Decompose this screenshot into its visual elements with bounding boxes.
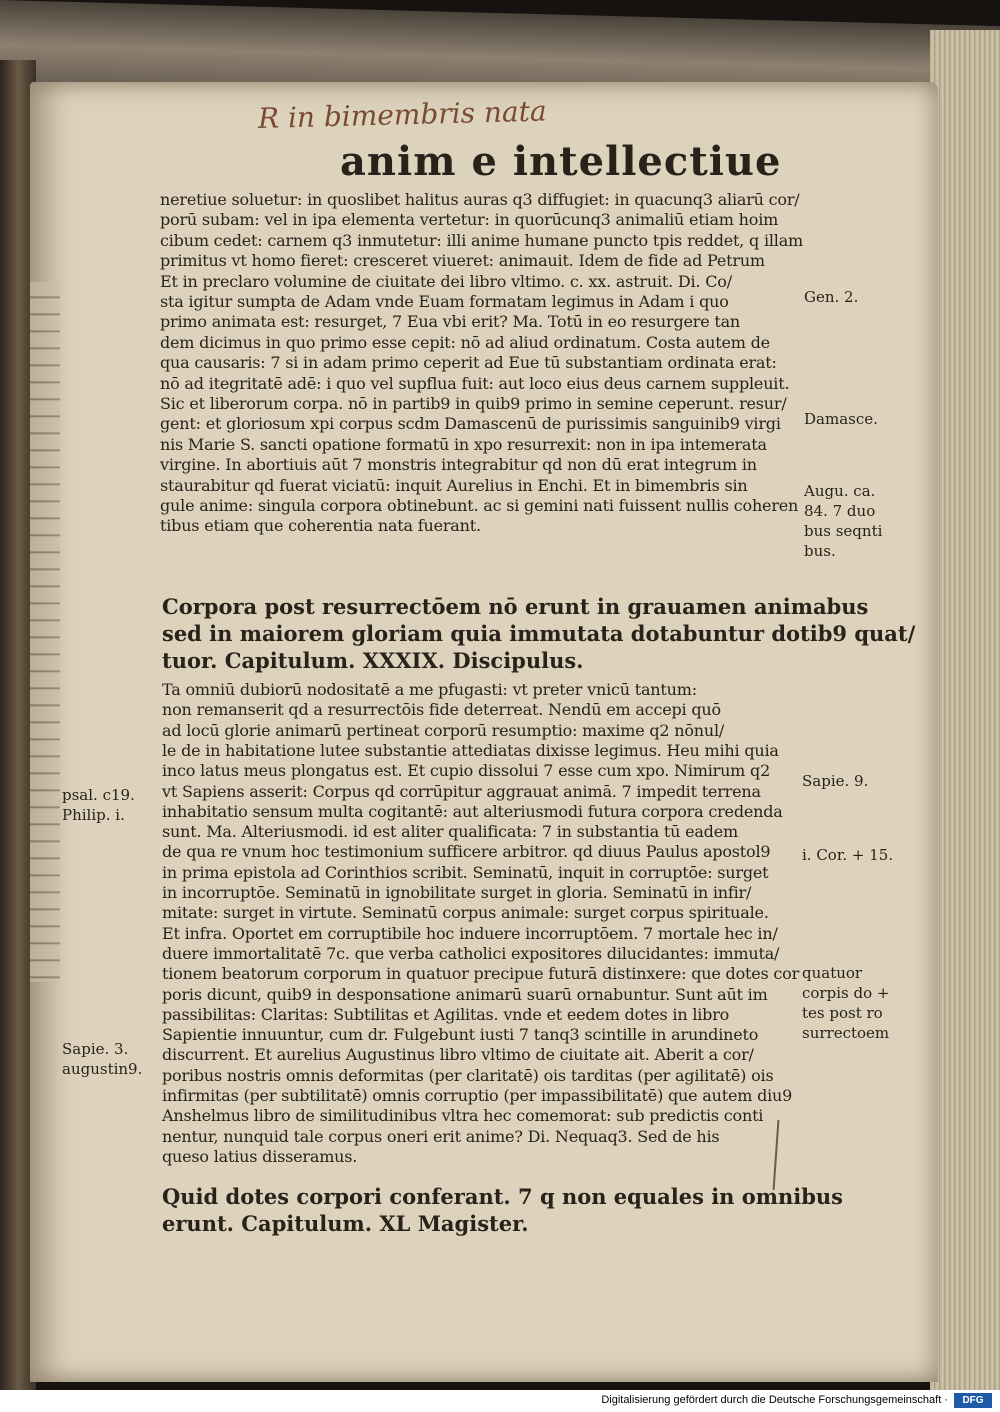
body-text-line: nis Marie S. sancti opatione formatū in xpo resurrexit: non in ipa intemerata <box>160 434 767 454</box>
body-text-line: neretiue soluetur: in quoslibet halitus auras q3 diffugiet: in quacunq3 aliarū cor/ <box>160 190 800 209</box>
running-head: anim e intellectiue <box>340 138 782 185</box>
body-text-line: virgine. In abortiuis aūt 7 monstris integrabitur qd non dū erat integrum in <box>160 455 757 475</box>
body-text-line: primo animata est: resurget, 7 Eua vbi erit? Ma. Totū in eo resurgere tan <box>160 312 741 332</box>
margin-note: tes post ro <box>802 1004 883 1022</box>
chapter-heading-line: erunt. Capitulum. XL Magister. <box>162 1211 529 1236</box>
body-text-line: sta igitur sumpta de Adam vnde Euam formatam legimus in Adam i quo <box>160 292 729 311</box>
body-text-line: passibilitas: Claritas: Subtilitas et Agilitas. vnde et eedem dotes in libro <box>162 1004 730 1024</box>
body-text-line: nō ad itegritatē adē: i quo vel supflua fuit: aut loco eius deus carnem suppleuit. <box>160 373 790 393</box>
body-text-line: in incorruptōe. Seminatū in ignobilitate surget in gloria. Seminatū in infir/ <box>162 883 752 902</box>
body-text-line: non remanserit qd a resurrectōis fide deterreat. Nendū em accepi quō <box>162 700 721 720</box>
body-text-line: primitus vt homo fieret: cresceret viueret: animauit. Idem de fide ad Petrum <box>160 251 765 271</box>
body-text-line: cibum cedet: carnem q3 inmutetur: illi anime humane puncto tpis reddet, q illam <box>160 230 804 250</box>
body-text-line: tionem beatorum corporum in quatuor precipue futurā distinxere: que dotes cor <box>162 964 800 984</box>
body-text-line: de qua re vnum hoc testimonium sufficere arbitror. qd diuus Paulus apostol9 <box>162 842 771 862</box>
chapter-heading-line: sed in maiorem gloriam quia immutata dotabuntur dotib9 quat/ <box>162 621 916 646</box>
margin-note: 84. 7 duo <box>804 502 876 520</box>
margin-note: psal. c19. <box>62 786 135 804</box>
body-text-line: dem dicimus in quo primo esse cepit: nō ad aliud ordinatum. Costa autem de <box>160 332 770 352</box>
body-text-line: inhabitatio sensum multa cogitantē: aut alteriusmodi futura corpora credenda <box>162 801 783 821</box>
chapter-heading-line: tuor. Capitulum. XXXIX. Discipulus. <box>162 648 584 673</box>
body-text-line: gent: et gloriosum xpi corpus scdm Damascenū de purissimis sanguinib9 virgi <box>160 414 781 434</box>
footer-bar <box>0 1390 1000 1412</box>
margin-note: quatuor <box>802 964 863 982</box>
body-text-line: poris dicunt, quib9 in desponsatione animarū suarū ornabuntur. Sunt aūt im <box>162 984 768 1004</box>
margin-note: bus. <box>804 542 836 560</box>
margin-note: Augu. ca. <box>804 482 876 500</box>
body-text-line: Et infra. Oportet em corruptibile hoc induere incorruptōem. 7 mortale hec in/ <box>162 923 778 943</box>
margin-note: Sapie. 3. <box>62 1040 129 1058</box>
body-text-line: sunt. Ma. Alteriusmodi. id est aliter qualificata: 7 in substantia tū eadem <box>162 822 738 842</box>
body-text-line: queso latius disseramus. <box>162 1146 358 1166</box>
body-text-line: poribus nostris omnis deformitas (per claritatē) ois tarditas (per agilitatē) ois <box>162 1065 774 1085</box>
body-text-line: tibus etiam que coherentia nata fuerant. <box>160 516 481 536</box>
margin-note: Philip. i. <box>62 806 125 824</box>
body-text-line: le de in habitatione lutee substantie attediatas dixisse legimus. Heu mihi quia <box>162 740 779 760</box>
body-text-line: Et in preclaro volumine de ciuitate dei libro vltimo. c. xx. astruit. Di. Co/ <box>160 271 732 291</box>
dfg-logo: DFG <box>954 1393 992 1408</box>
body-text-line: Anshelmus libro de similitudinibus vltra hec comemorat: sub predictis conti <box>162 1106 764 1126</box>
body-text-line: infirmitas (per subtilitatē) omnis corruptio (per impassibilitatē) que autem diu9 <box>162 1086 793 1105</box>
body-text-line: nentur, nunquid tale corpus oneri erit anime? Di. Nequaq3. Sed de his <box>162 1126 720 1146</box>
body-text-line: mitate: surget in virtute. Seminatū corpus animale: surget corpus spirituale. <box>162 903 769 923</box>
body-text-line: Ta omniū dubiorū nodositatē a me pfugasti: vt preter vnicū tantum: <box>162 680 697 699</box>
body-text-line: qua causaris: 7 si in adam primo ceperit ad Eue tū substantiam ordinata erat: <box>160 353 777 373</box>
margin-note: bus seqnti <box>804 522 883 540</box>
page-stack-edge <box>930 30 1000 1390</box>
margin-note: Damasce. <box>804 410 878 428</box>
margin-note: Gen. 2. <box>804 288 859 306</box>
margin-note: Sapie. 9. <box>802 772 869 790</box>
body-text-line: staurabitur qd fuerat viciatū: inquit Aurelius in Enchi. Et in bimembris sin <box>160 475 748 495</box>
chapter-heading-line: Quid dotes corpori conferant. 7 q non equales in omnibus <box>162 1184 844 1209</box>
body-text-line: porū subam: vel in ipa elementa vertetur: in quorūcunq3 animaliū etiam hoim <box>160 210 779 230</box>
margin-note: corpis do + <box>802 984 890 1002</box>
margin-note: augustin9. <box>62 1060 143 1078</box>
body-text-line: discurrent. Et aurelius Augustinus libro vltimo de ciuitate ait. Aberit a cor/ <box>162 1045 754 1065</box>
body-text-line: gule anime: singula corpora obtinebunt. ac si gemini nati fuissent nullis coheren <box>160 496 799 515</box>
body-text-line: Sic et liberorum corpa. nō in partib9 in quib9 primo in semine ceperunt. resur/ <box>160 394 787 413</box>
body-text-line: Sapientie innuuntur, cum dr. Fulgebunt iusti 7 tanq3 scintille in arundineto <box>162 1025 759 1045</box>
body-text-line: duere immortalitatē 7c. que verba catholici expositores dilucidantes: immuta/ <box>162 943 780 963</box>
handwritten-annotation: R in bimembris nata <box>257 94 547 136</box>
body-text-line: vt Sapiens asserit: Corpus qd corrūpitur aggrauat animā. 7 impedit terrena <box>162 781 761 801</box>
body-text-line: inco latus meus plongatus est. Et cupio dissolui 7 esse cum xpo. Nimirum q2 <box>162 761 771 781</box>
body-text-line: ad locū glorie animarū pertineat corporū resumptio: maxime q2 nōnul/ <box>162 720 725 740</box>
margin-note: i. Cor. + 15. <box>802 846 894 864</box>
footer-credit: Digitalisierung gefördert durch die Deutsche Forschungsgemeinschaft · <box>601 1394 948 1406</box>
chapter-heading-line: Corpora post resurrectōem nō erunt in grauamen animabus <box>162 594 869 619</box>
body-text-line: in prima epistola ad Corinthios scribit. Seminatū, inquit in corruptōe: surget <box>162 862 769 882</box>
facing-page-fragment <box>30 282 60 982</box>
margin-note: surrectoem <box>802 1024 890 1042</box>
